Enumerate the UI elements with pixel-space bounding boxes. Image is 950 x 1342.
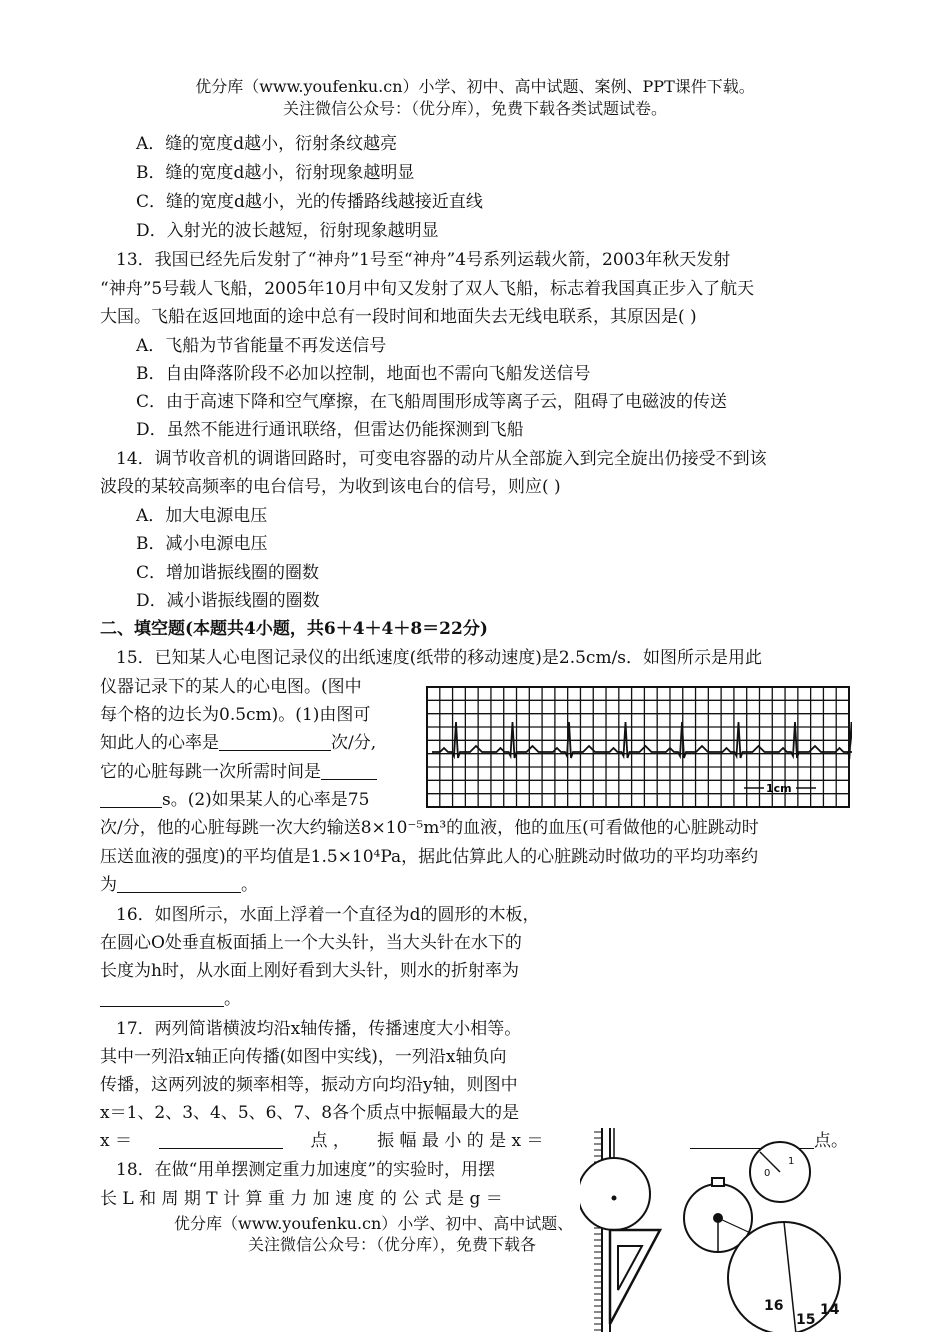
q15-power-blank[interactable] [117,874,241,893]
q17-end: 点。 [814,1131,848,1151]
q17-point-label: 点 ， [310,1131,350,1151]
ecg-scale-label: 1cm [766,782,792,795]
q17-stem-2: 其中一列沿x轴正向传播(如图中实线)，一列沿x轴负向 [100,1047,507,1067]
q14-option-d: D．减小谐振线圈的圈数 [136,591,320,611]
pendulum-experiment-figure [580,1128,848,1332]
q16-stem-3: 长度为h时，从水面上刚好看到大头针，则水的折射率为 [100,961,519,981]
pendulum-bob [580,1158,650,1230]
q14-option-c: C．增加谐振线圈的圈数 [136,563,320,583]
q15-period-blank-part2[interactable] [100,789,162,808]
q15-stem-9-text: 为 [100,875,117,895]
q15-stem-4-unit: 次/分, [331,733,377,753]
header-line-2: 关注微信公众号：（优分库），免费下载各类试题试卷。 [282,99,667,118]
q12-option-b: B．缝的宽度d越小，衍射现象越明显 [136,163,415,183]
q15-stem-6 [100,787,369,813]
q17-max-amplitude-blank[interactable] [159,1130,283,1149]
q16-stem-1: 16．如图所示，水面上浮着一个直径为d的圆形的木板， [116,905,540,925]
small-dial-label-0: 0 [764,1168,771,1179]
small-dial-label-1: 1 [788,1156,795,1167]
q15-stem-8: 压送血液的强度)的平均值是1.5×10⁴Pa，据此估算此人的心脏跳动时做功的平均功率约 [100,847,759,867]
q14-option-a: A．加大电源电压 [136,506,268,526]
q15-stem-4 [100,730,376,756]
q15-period-blank-part1[interactable] [321,761,377,780]
q14-option-b: B．减小电源电压 [136,534,268,554]
q14-stem-2: 波段的某较高频率的电台信号，为收到该电台的信号，则应( ) [100,477,561,497]
q15-stem-9 [100,872,258,898]
q13-stem-1: 13．我国已经先后发射了“神舟”1号至“神舟”4号系列运载火箭，2003年秋天发射 [116,250,731,270]
large-dial-label-16: 16 [764,1298,784,1314]
q16-refractive-index-blank[interactable] [100,988,224,1007]
q18-stem-1: 18．在做“用单摆测定重力加速度”的实验时，用摆 [116,1160,496,1180]
q15-stem-5-text: 它的心脏每跳一次所需时间是 [100,762,321,782]
q13-option-c: C．由于高速下降和空气摩擦，在飞船周围形成等离子云，阻碍了电磁波的传送 [136,392,728,412]
footer-line-2: 关注微信公众号：（优分库），免费下载各 [248,1235,537,1254]
q16-stem-2: 在圆心O处垂直板面插上一个大头针，当大头针在水下的 [100,933,522,953]
ecg-figure [424,684,852,810]
q18-stem-2: 长 L 和 周 期 T 计 算 重 力 加 速 度 的 公 式 是 g ＝ [100,1189,503,1209]
q17-stem-1: 17．两列简谐横波均沿x轴传播，传播速度大小相等。 [116,1019,522,1039]
large-dial-label-15: 15 [796,1312,816,1328]
q17-stem-3: 传播，这两列波的频率相等，振动方向均沿y轴，则图中 [100,1075,518,1095]
q15-stem-9-end: 。 [241,875,258,895]
q15-stem-1: 15．已知某人心电图记录仪的出纸速度(纸带的移动速度)是2.5cm/s．如图所示是用此 [116,648,763,668]
q14-stem-1: 14．调节收音机的调谐回路时，可变电容器的动片从全部旋入到完全旋出仍接受不到该 [116,449,767,469]
q13-option-a: A．飞船为节省能量不再发送信号 [136,336,387,356]
q15-stem-5 [100,759,377,785]
section-title-fill-in: 二、填空题(本题共4小题，共6＋4＋4＋8＝22分) [100,619,488,639]
q12-option-a: A．缝的宽度d越小，衍射条纹越亮 [136,134,398,154]
q15-stem-7: 次/分，他的心脏每跳一次大约输送8×10⁻⁵m³的血液，他的血压(可看做他的心脏跳动时 [100,818,759,838]
q15-stem-4-text: 知此人的心率是 [100,733,219,753]
q15-heart-rate-blank[interactable] [219,732,331,751]
q15-stem-2: 仪器记录下的某人的心电图。(图中 [100,677,362,697]
footer-line-1: 优分库（www.youfenku.cn）小学、初中、高中试题、 [174,1214,574,1233]
q17-stem-4: x＝1、2、3、4、5、6、7、8各个质点中振幅最大的是 [100,1103,520,1123]
q12-option-c: C．缝的宽度d越小，光的传播路线越接近直线 [136,192,483,212]
q17-min-label: 振 幅 最 小 的 是 x ＝ [377,1131,544,1151]
q16-stem-4 [100,986,241,1012]
header-line-1: 优分库（www.youfenku.cn）小学、初中、高中试题、案例、PPT课件下载。 [195,77,755,96]
q12-option-d: D．入射光的波长越短，衍射现象越明显 [136,221,439,241]
q16-stem-4-end: 。 [224,989,241,1009]
q17-x-label: x ＝ [100,1131,132,1151]
q13-stem-2: “神舟”5号载人飞船，2005年10月中旬又发射了双人飞船，标志着我国真正步入了航天 [100,279,755,299]
q15-stem-6-text: s。(2)如果某人的心率是75 [162,790,370,810]
q15-stem-3: 每个格的边长为0.5cm)。(1)由图可 [100,705,371,725]
q13-stem-3: 大国。飞船在返回地面的途中总有一段时间和地面失去无线电联系，其原因是( ) [100,307,697,327]
q13-option-d: D．虽然不能进行通讯联络，但雷达仍能探测到飞船 [136,420,524,440]
large-dial-label-14: 14 [820,1302,840,1318]
q13-option-b: B．自由降落阶段不必加以控制，地面也不需向飞船发送信号 [136,364,591,384]
